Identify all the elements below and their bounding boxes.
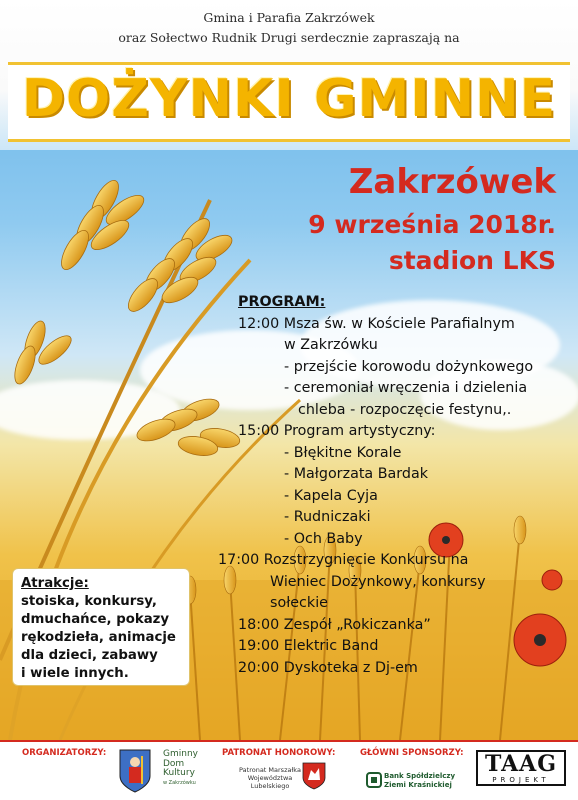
footer <box>0 740 578 800</box>
program-row: - Kapela Cyja <box>284 487 378 504</box>
organizers-label: ORGANIZATORZY: <box>22 748 107 758</box>
program-row: 12:00 Msza św. w Kościele Parafialnym <box>238 315 515 332</box>
attractions-box <box>12 568 190 686</box>
program-row: - przejście korowodu dożynkowego <box>284 358 534 375</box>
patron-label: PATRONAT HONOROWY: <box>222 748 336 758</box>
patron-text-line: Patronat Marszałka <box>239 766 301 774</box>
gdk-line: w Zakrzówku <box>163 779 196 786</box>
gdk-line: Gminny <box>163 749 198 759</box>
gdk-line: Kultury <box>163 768 195 778</box>
attractions-line: stoiska, konkursy, <box>21 594 157 609</box>
taag-logo <box>476 750 566 786</box>
program-row: chleba - rozpoczęcie festynu,. <box>298 401 512 418</box>
program-row: 20:00 Dyskoteka z Dj-em <box>238 659 418 676</box>
organizer-line: Gmina i Parafia Zakrzówek <box>203 10 375 25</box>
program-row: - ceremoniał wręczenia i dzielenia <box>284 380 528 396</box>
patron-text <box>230 766 310 790</box>
attractions-line: dla dzieci, zabawy <box>21 648 158 663</box>
taag-main: TAAG <box>484 751 558 777</box>
bank-line: Bank Spółdzielczy <box>384 772 456 780</box>
program-row: - Och Baby <box>284 530 363 547</box>
program-row: - Małgorzata Bardak <box>284 466 429 482</box>
program-row: w Zakrzówku <box>284 337 378 353</box>
gdk-logo <box>163 750 198 788</box>
program-row: Wieniec Dożynkowy, konkursy <box>270 573 486 590</box>
invitation-line: oraz Sołectwo Rudnik Drugi serdecznie zapraszają na <box>118 30 460 45</box>
bank-logo <box>384 772 455 789</box>
program-row: 18:00 Zespół „Rokiczanka” <box>238 616 431 633</box>
bank-line: Ziemi Kraśnickiej <box>384 780 452 789</box>
program-row: 17:00 Rozstrzygnięcie Konkursu na <box>218 552 469 568</box>
lubelskie-emblem-icon <box>302 762 326 790</box>
title-bar <box>8 62 570 142</box>
taag-sub: PROJEKT <box>492 776 550 784</box>
program-row: 19:00 Elektric Band <box>238 638 379 654</box>
gdk-line: Dom <box>163 758 185 769</box>
attractions-line: i wiele innych. <box>21 666 129 681</box>
program-row: - Błękitne Korale <box>284 444 402 461</box>
bank-logo-icon <box>366 772 382 788</box>
attractions-heading: Atrakcje: <box>21 576 89 591</box>
coat-of-arms-icon <box>118 748 152 794</box>
sponsors-label: GŁÓWNI SPONSORZY: <box>360 748 464 758</box>
program-row: 15:00 Program artystyczny: <box>238 423 436 439</box>
program-row: - Rudniczaki <box>284 509 371 525</box>
patron-text-line: Województwa Lubelskiego <box>247 774 293 790</box>
event-town: Zakrzówek <box>348 162 556 202</box>
event-date: 9 września 2018r. <box>308 210 556 239</box>
attractions-line: dmuchańce, pokazy <box>21 612 170 627</box>
event-place: stadion LKS <box>388 246 556 275</box>
program-heading: PROGRAM: <box>238 294 326 310</box>
program-row: sołeckie <box>270 595 328 611</box>
program <box>218 292 573 679</box>
page-title: DOŻYNKI GMINNE <box>21 69 557 129</box>
attractions-line: rękodzieła, animacje <box>21 630 176 645</box>
